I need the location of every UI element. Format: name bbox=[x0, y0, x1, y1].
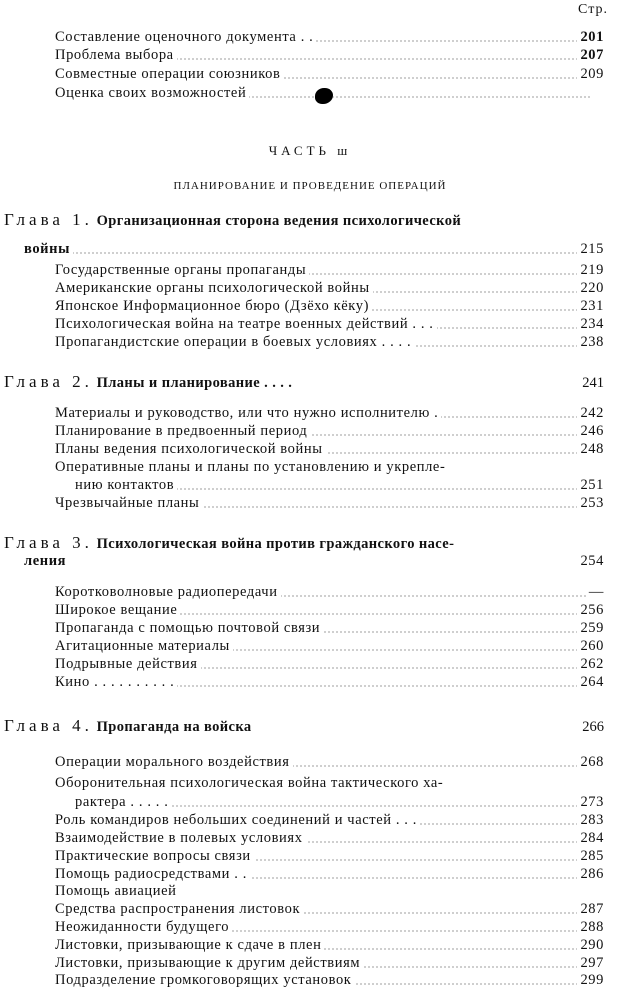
toc-entry[interactable]: Оборонительная психологическая война тактического ха- bbox=[55, 774, 620, 792]
toc-entry[interactable]: Планы ведения психологической войны 248 bbox=[55, 440, 620, 458]
toc-entry[interactable]: Листовки, призывающие к сдаче в плен 290 bbox=[55, 936, 620, 954]
toc-entry[interactable]: Роль командиров небольших соединений и частей . . . 283 bbox=[55, 811, 620, 829]
toc-entry[interactable]: Оперативные планы и планы по установлению и укрепле- bbox=[55, 458, 620, 476]
part-heading: ЧАСТЬ ш bbox=[268, 143, 352, 158]
toc-entry[interactable]: Средства распространения листовок 287 bbox=[55, 900, 620, 918]
toc-entry[interactable]: Помощь радиосредствами . . 286 bbox=[55, 865, 620, 883]
toc-entry[interactable]: Листовки, призывающие к другим действиям 297 bbox=[55, 954, 620, 972]
toc-entry[interactable]: нию контактов 251 bbox=[75, 476, 620, 494]
toc-entry[interactable]: Составление оценочного документа . . 201 bbox=[55, 28, 620, 46]
toc-entry[interactable]: Планирование в предвоенный период 246 bbox=[55, 422, 620, 440]
toc-entry[interactable]: Американские органы психологической войны 220 bbox=[55, 279, 620, 297]
toc-entry[interactable]: Проблема выбора 207 bbox=[55, 46, 620, 64]
toc-entry[interactable]: Подрывные действия 262 bbox=[55, 655, 620, 673]
toc-entry[interactable]: Широкое вещание 256 bbox=[55, 601, 620, 619]
toc-entry[interactable]: Оценка своих возможностей bbox=[55, 84, 620, 102]
toc-entry[interactable]: рактера . . . . . 273 bbox=[75, 793, 620, 811]
toc-entry[interactable]: Совместные операции союзников 209 bbox=[55, 65, 620, 83]
chapter-2-page: 241 bbox=[582, 375, 604, 391]
part-subtitle: ПЛАНИРОВАНИЕ И ПРОВЕДЕНИЕ ОПЕРАЦИЙ bbox=[173, 180, 447, 192]
toc-entry[interactable]: Пропагандистские операции в боевых условиях . . . . 238 bbox=[55, 333, 620, 351]
toc-entry[interactable]: Пропаганда с помощью почтовой связи 259 bbox=[55, 619, 620, 637]
toc-entry[interactable]: Неожиданности будущего 288 bbox=[55, 918, 620, 936]
toc-entry[interactable]: Коротковолновые радиопередачи — bbox=[55, 583, 620, 601]
toc-entry[interactable]: Кино . . . . . . . . . . 264 bbox=[55, 673, 620, 691]
toc-entry[interactable]: Помощь авиацией bbox=[55, 882, 620, 900]
toc-entry[interactable]: Материалы и руководство, или что нужно исполнителю . 242 bbox=[55, 404, 620, 422]
page-column-header: Стр. bbox=[578, 2, 608, 17]
chapter-4-heading[interactable]: Глава 4. Пропаганда на войска bbox=[4, 716, 252, 735]
toc-entry[interactable]: Чрезвычайные планы 253 bbox=[55, 494, 620, 512]
toc-entry[interactable]: Подразделение громкоговорящих установок 299 bbox=[55, 971, 620, 989]
toc-entry[interactable]: Операции морального воздействия 268 bbox=[55, 753, 620, 771]
chapter-3-title-cont[interactable]: ления 254 bbox=[24, 553, 604, 569]
chapter-4-page: 266 bbox=[582, 719, 604, 735]
toc-entry[interactable]: Взаимодействие в полевых условиях 284 bbox=[55, 829, 620, 847]
chapter-3-heading[interactable]: Глава 3. Психологическая война против гражданского насе- bbox=[4, 533, 455, 552]
toc-entry[interactable]: Агитационные материалы 260 bbox=[55, 637, 620, 655]
chapter-2-heading[interactable]: Глава 2. Планы и планирование . . . . bbox=[4, 372, 293, 391]
chapter-1-title-cont[interactable]: войны 215 bbox=[24, 240, 620, 258]
toc-entry[interactable]: Практические вопросы связи 285 bbox=[55, 847, 620, 865]
toc-entry[interactable]: Психологическая война на театре военных действий . . . 234 bbox=[55, 315, 620, 333]
chapter-1-heading[interactable]: Глава 1. Организационная сторона ведения психологической bbox=[4, 210, 462, 229]
toc-entry[interactable]: Государственные органы пропаганды 219 bbox=[55, 261, 620, 279]
toc-entry[interactable]: Японское Информационное бюро (Дзёхо кёку) 231 bbox=[55, 297, 620, 315]
